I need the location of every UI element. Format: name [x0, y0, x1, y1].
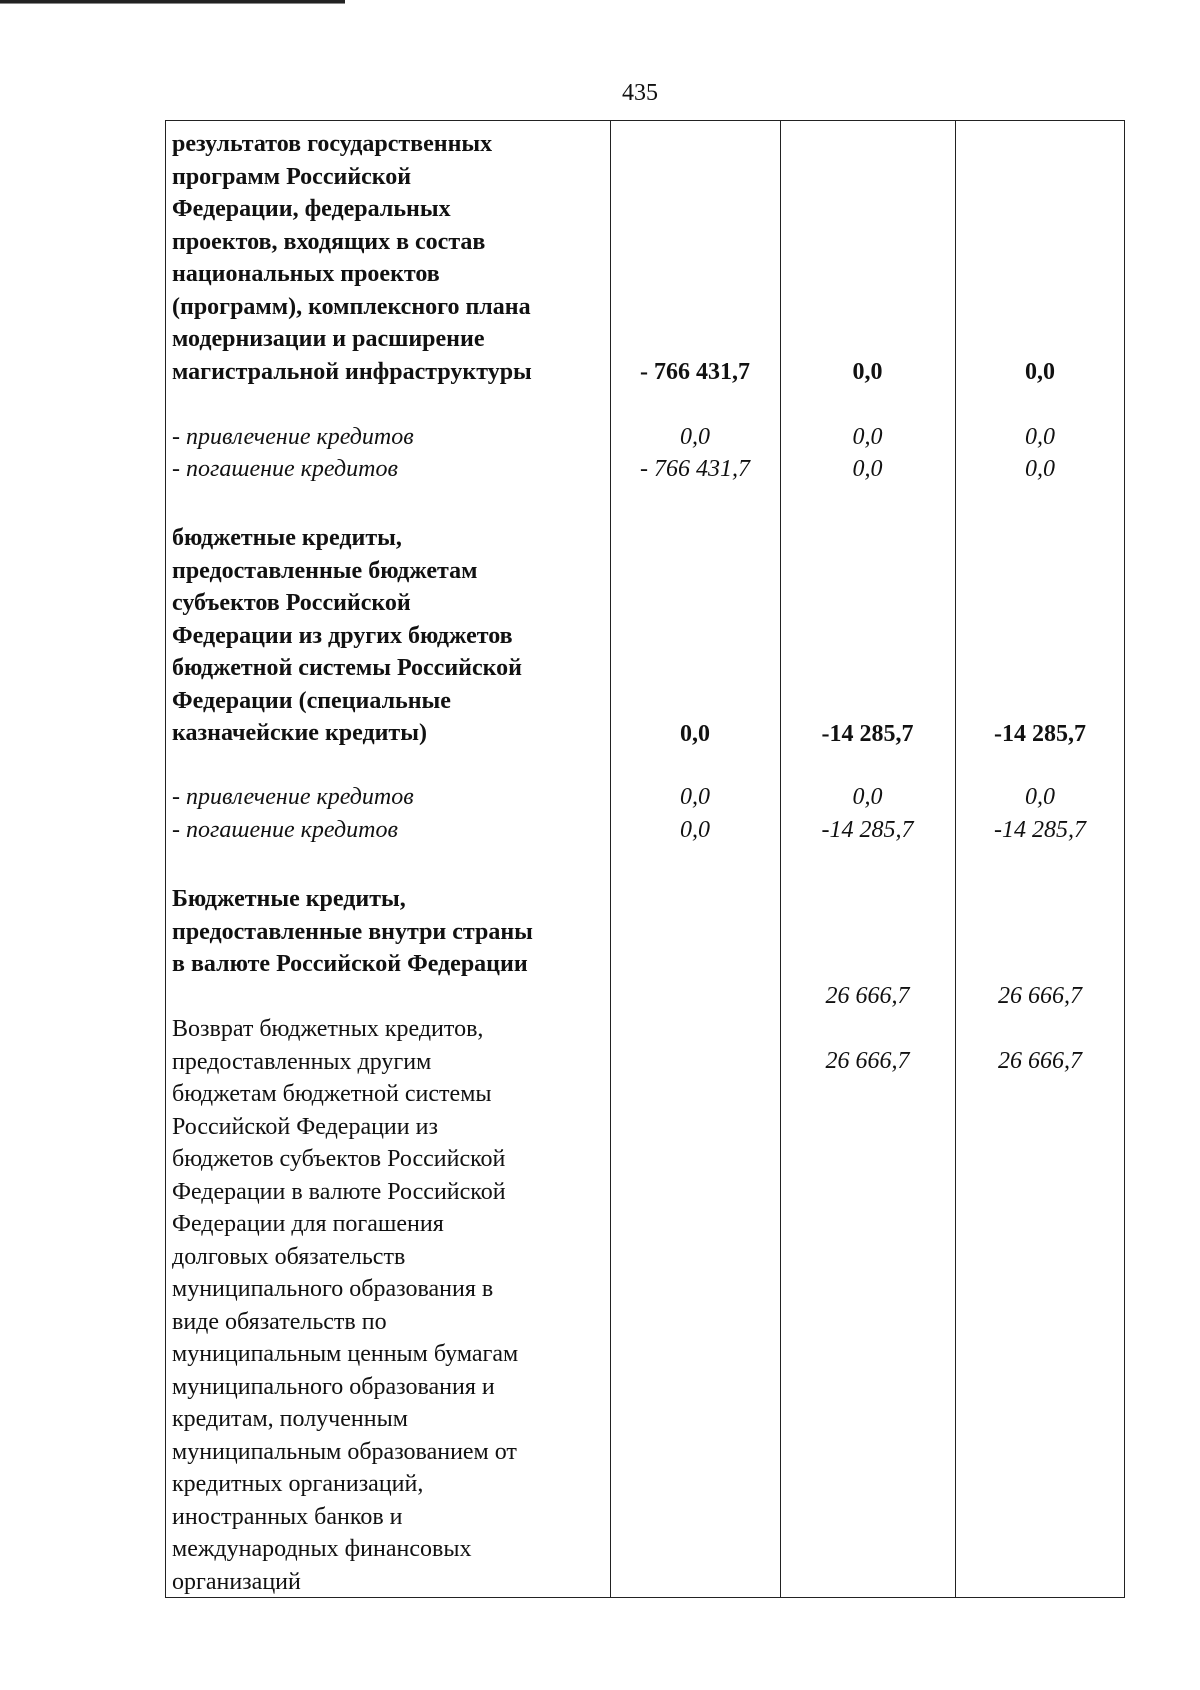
value-treasury-col2: -14 285,7 — [821, 721, 914, 747]
value-return-col2: 26 666,7 — [825, 1048, 910, 1074]
row-label-domestic-credits: Бюджетные кредиты, предоставленные внутри страны в валюте Российской Федерации — [172, 886, 533, 977]
page-number: 435 — [622, 80, 658, 106]
value-attraction-1-col1: 0,0 — [680, 424, 710, 450]
value-repayment-2-col2: -14 285,7 — [821, 817, 914, 843]
value-attraction-1-col3: 0,0 — [1025, 424, 1055, 450]
column-divider-1 — [610, 120, 611, 1598]
value-repayment-1-col3: 0,0 — [1025, 456, 1055, 482]
row-label-return-credits: Возврат бюджетных кредитов, предоставленных другим бюджетам бюджетной системы Российской Федерации из бюджетов субъектов Российской Федерации в валюте Российской Федерации для погашения долговых обязательств муниципального образования в виде обязательств по муниципальным ценным бумагам муниципального образования и кредитам, полученным муниципальным образованием от кредитных организаций, иностранных банков и международных финансовых организаций — [172, 1016, 519, 1595]
row-label-repayment-1: - погашение кредитов — [172, 456, 398, 482]
value-domestic-col2: 26 666,7 — [825, 983, 910, 1009]
value-infrastructure-col2: 0,0 — [852, 359, 883, 385]
row-label-repayment-2: - погашение кредитов — [172, 817, 398, 843]
value-attraction-2-col3: 0,0 — [1025, 784, 1055, 810]
value-infrastructure-col3: 0,0 — [1025, 359, 1055, 385]
value-repayment-2-col1: 0,0 — [680, 817, 710, 843]
value-repayment-1-col1: - 766 431,7 — [640, 456, 750, 482]
row-label-infrastructure-credits: результатов государственных программ Российской Федерации, федеральных проектов, входящих в состав национальных проектов (программ), комплексного плана модернизации и расширение магистральной инфраструктуры — [172, 131, 532, 385]
value-attraction-1-col2: 0,0 — [852, 424, 883, 450]
row-label-treasury-credits: бюджетные кредиты, предоставленные бюджетам субъектов Российской Федерации из других бюджетов бюджетной системы Российской Федерации (специальные казначейские кредиты) — [172, 525, 522, 746]
value-treasury-col3: -14 285,7 — [994, 721, 1086, 747]
row-label-attraction-1: - привлечение кредитов — [172, 424, 414, 450]
value-attraction-2-col2: 0,0 — [852, 784, 883, 810]
value-attraction-2-col1: 0,0 — [680, 784, 710, 810]
value-return-col3: 26 666,7 — [998, 1048, 1082, 1074]
value-domestic-col3: 26 666,7 — [998, 983, 1082, 1009]
value-repayment-2-col3: -14 285,7 — [994, 817, 1086, 843]
value-treasury-col1: 0,0 — [680, 721, 710, 747]
column-divider-3 — [955, 120, 956, 1598]
value-infrastructure-col1: - 766 431,7 — [640, 359, 750, 385]
scan-edge-line-thin — [0, 3, 345, 4]
value-repayment-1-col2: 0,0 — [852, 456, 883, 482]
row-label-attraction-2: - привлечение кредитов — [172, 784, 414, 810]
column-divider-2 — [780, 120, 781, 1598]
